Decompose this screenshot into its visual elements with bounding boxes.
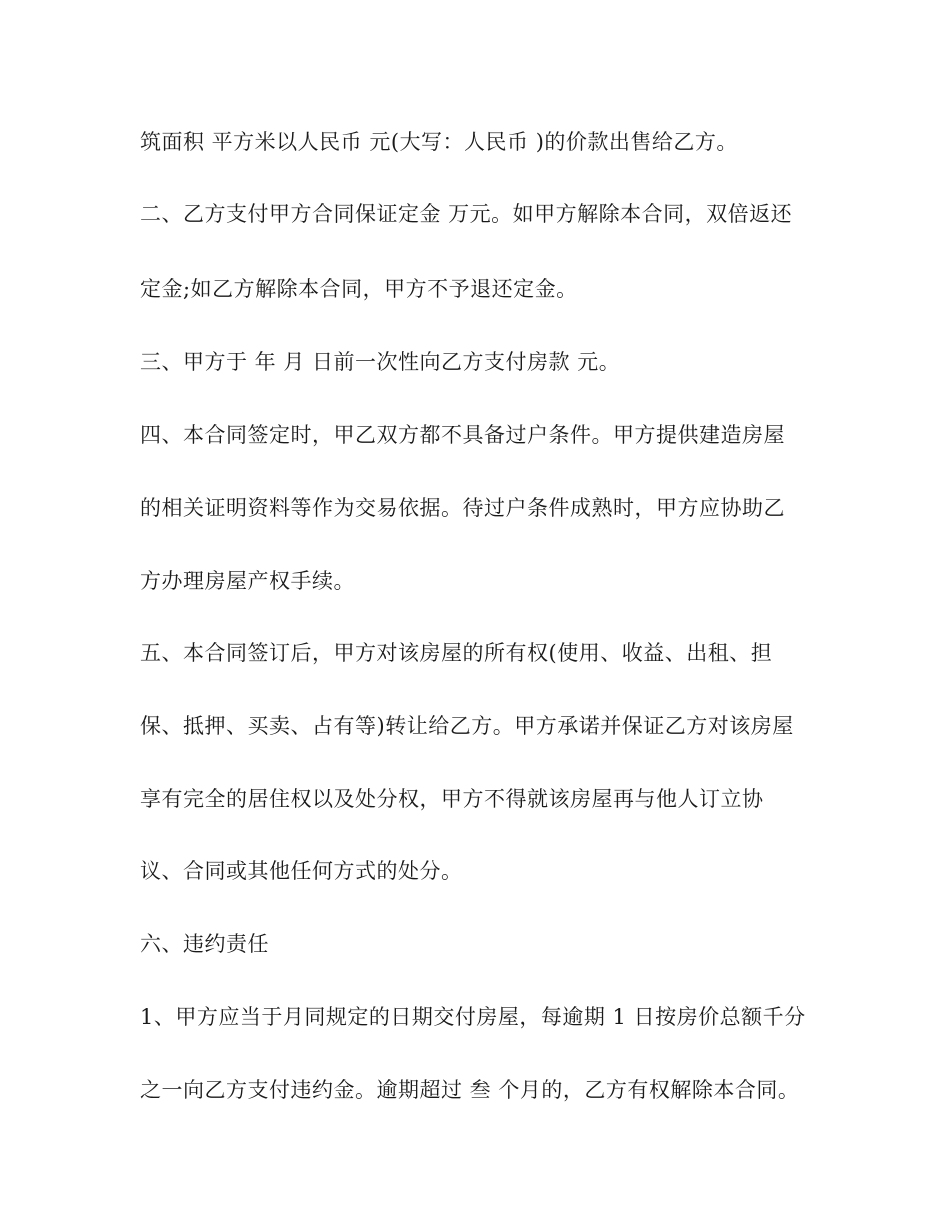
text-line: 筑面积 平方米以人民币 元(大写：人民币 )的价款出售给乙方。 — [140, 130, 738, 154]
text-line: 享有完全的居住权以及处分权，甲方不得就该房屋再与他人订立协 — [140, 787, 764, 811]
text-line: 三、甲方于 年 月 日前一次性向乙方支付房款 元。 — [140, 350, 621, 374]
text-line: 的相关证明资料等作为交易依据。待过户条件成熟时，甲方应协助乙 — [140, 496, 785, 520]
text-line: 五、本合同签订后，甲方对该房屋的所有权(使用、收益、出租、担 — [140, 641, 773, 665]
text-line: 四、本合同签定时，甲乙双方都不具备过户条件。甲方提供建造房屋 — [140, 423, 785, 447]
text-line: 定金;如乙方解除本合同，甲方不予退还定金。 — [140, 277, 578, 301]
text-line: 二、乙方支付甲方合同保证定金 万元。如甲方解除本合同，双倍返还 — [140, 202, 793, 226]
text-line: 方办理房屋产权手续。 — [140, 569, 355, 593]
text-line: 1、甲方应当于月同规定的日期交付房屋，每逾期 1 日按房价总额千分 — [140, 1005, 806, 1029]
section-heading: 六、违约责任 — [140, 932, 269, 956]
text-line: 议、合同或其他任何方式的处分。 — [140, 859, 463, 883]
text-line: 保、抵押、买卖、占有等)转让给乙方。甲方承诺并保证乙方对该房屋 — [140, 714, 794, 738]
text-line: 之一向乙方支付违约金。逾期超过 叁 个月的，乙方有权解除本合同。 — [140, 1078, 800, 1102]
